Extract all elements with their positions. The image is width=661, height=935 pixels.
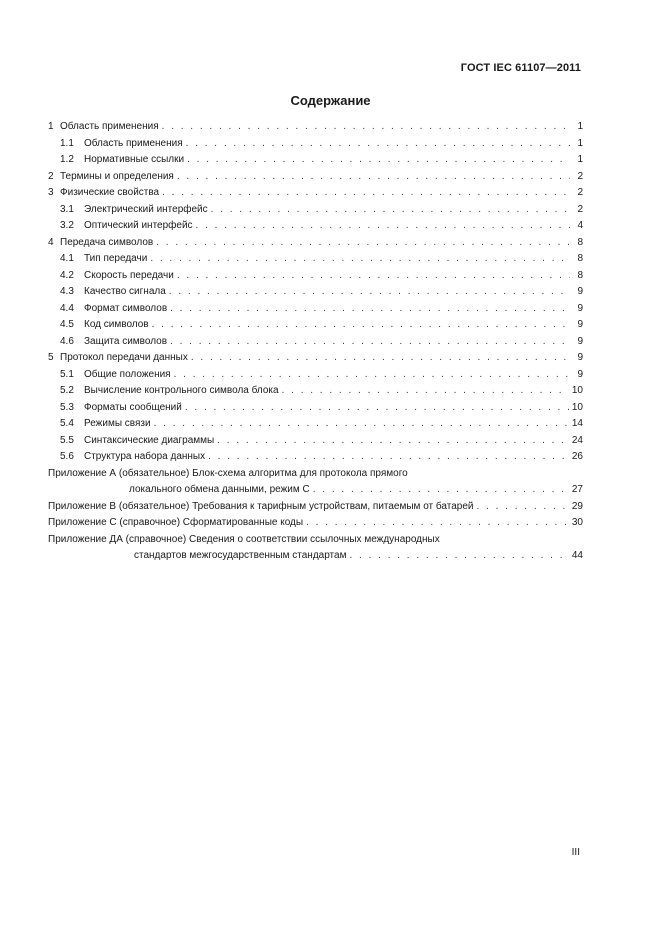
toc-entry-label: Тип передачи bbox=[84, 253, 148, 264]
toc-entry-page: 2 bbox=[577, 203, 583, 215]
toc-entry-label: Синтаксические диаграммы bbox=[84, 434, 215, 446]
toc-entry-page: 9 bbox=[577, 286, 583, 297]
toc-entry-page: 9 bbox=[577, 368, 583, 380]
table-of-contents bbox=[48, 119, 583, 565]
annex-title-line: Приложение А (обязательное) Блок-схема алгоритма для протокола прямого bbox=[48, 467, 408, 479]
annex-page: 44 bbox=[571, 550, 583, 561]
toc-entry-label: Передача символов bbox=[60, 236, 154, 248]
toc-entry[interactable] bbox=[48, 449, 583, 466]
toc-entry-label: Защита символов bbox=[84, 335, 168, 347]
toc-entry-page: 1 bbox=[577, 121, 583, 132]
toc-entry-number: 5 bbox=[48, 352, 54, 363]
dot-leader bbox=[476, 499, 568, 516]
toc-entry-number: 5.4 bbox=[60, 418, 74, 429]
toc-entry[interactable] bbox=[48, 235, 583, 252]
annex-title-line: Приложение С (справочное) Сформатированные коды bbox=[48, 517, 304, 528]
toc-entry-number: 3.2 bbox=[60, 220, 74, 231]
annex-title-line: Приложение ДА (справочное) Сведения о соответствии ссылочных международных bbox=[48, 533, 440, 545]
toc-entry-number: 3 bbox=[48, 187, 54, 198]
annex-page: 29 bbox=[571, 500, 583, 512]
toc-entry-page: 4 bbox=[577, 220, 583, 231]
toc-entry[interactable] bbox=[48, 251, 583, 268]
toc-annex-entry[interactable] bbox=[48, 499, 583, 516]
dot-leader bbox=[349, 548, 568, 565]
dot-leader bbox=[150, 251, 570, 268]
dot-leader bbox=[282, 383, 569, 400]
toc-entry-number: 1.2 bbox=[60, 154, 74, 165]
dot-leader bbox=[211, 202, 570, 219]
toc-entry-label: Скорость передачи bbox=[84, 269, 174, 281]
toc-entry-label: Термины и определения bbox=[60, 170, 174, 182]
toc-entry-page: 8 bbox=[577, 269, 583, 281]
toc-entry-number: 5.6 bbox=[60, 451, 74, 462]
toc-entry[interactable] bbox=[48, 185, 583, 202]
toc-entry[interactable] bbox=[48, 268, 583, 285]
toc-entry-label: Оптический интерфейс bbox=[84, 220, 193, 231]
toc-entry-page: 9 bbox=[577, 302, 583, 314]
annex-page: 27 bbox=[571, 484, 583, 495]
dot-leader bbox=[177, 169, 570, 186]
toc-entry-page: 26 bbox=[571, 451, 583, 462]
toc-entry[interactable] bbox=[48, 136, 583, 153]
dot-leader bbox=[169, 284, 570, 301]
toc-entry-number: 5.5 bbox=[60, 434, 74, 446]
toc-entry[interactable] bbox=[48, 152, 583, 169]
toc-annex-entry[interactable] bbox=[48, 515, 583, 532]
standard-code: ГОСТ IEC 61107—2011 bbox=[460, 62, 581, 74]
toc-entry[interactable] bbox=[48, 284, 583, 301]
toc-entry-label: Протокол передачи данных bbox=[60, 352, 188, 363]
dot-leader bbox=[162, 119, 570, 136]
dot-leader bbox=[170, 301, 570, 318]
toc-entry-page: 24 bbox=[571, 434, 583, 446]
toc-entry-number: 4.6 bbox=[60, 335, 74, 347]
toc-entry[interactable] bbox=[48, 301, 583, 318]
toc-entry-label: Область применения bbox=[84, 137, 183, 149]
toc-entry-number: 4.2 bbox=[60, 269, 74, 281]
dot-leader bbox=[174, 367, 570, 384]
toc-annex-entry[interactable] bbox=[48, 532, 583, 565]
toc-entry-page: 1 bbox=[577, 154, 583, 165]
toc-entry-label: Электрический интерфейс bbox=[84, 203, 208, 215]
toc-entry-number: 4.3 bbox=[60, 286, 74, 297]
toc-annex-entry[interactable] bbox=[48, 466, 583, 499]
toc-entry[interactable] bbox=[48, 317, 583, 334]
dot-leader bbox=[185, 400, 569, 417]
dot-leader bbox=[154, 416, 569, 433]
annex-title-line: Приложение В (обязательное) Требования к тарифным устройствам, питаемым от батарей bbox=[48, 500, 474, 512]
toc-entry[interactable] bbox=[48, 416, 583, 433]
toc-entry[interactable] bbox=[48, 334, 583, 351]
dot-leader bbox=[306, 515, 569, 532]
dot-leader bbox=[162, 185, 570, 202]
toc-entry-page: 14 bbox=[571, 418, 583, 429]
dot-leader bbox=[196, 218, 570, 235]
toc-entry-page: 10 bbox=[571, 385, 583, 396]
dot-leader bbox=[152, 317, 570, 334]
toc-entry[interactable] bbox=[48, 433, 583, 450]
dot-leader bbox=[186, 136, 570, 153]
toc-entry-page: 8 bbox=[577, 236, 583, 248]
toc-entry-number: 4.5 bbox=[60, 319, 74, 330]
toc-entry-page: 10 bbox=[571, 401, 583, 413]
toc-entry-label: Нормативные ссылки bbox=[84, 154, 185, 165]
toc-entry[interactable] bbox=[48, 202, 583, 219]
dot-leader bbox=[177, 268, 570, 285]
page-number: III bbox=[571, 847, 580, 858]
toc-entry-page: 8 bbox=[577, 253, 583, 264]
toc-entry-label: Вычисление контрольного символа блока bbox=[84, 385, 279, 396]
toc-entry-label: Качество сигнала bbox=[84, 286, 166, 297]
toc-entry-page: 9 bbox=[577, 319, 583, 330]
toc-entry-number: 5.2 bbox=[60, 385, 74, 396]
toc-entry-page: 9 bbox=[577, 335, 583, 347]
toc-entry-number: 2 bbox=[48, 170, 54, 182]
toc-entry[interactable] bbox=[48, 367, 583, 384]
toc-entry[interactable] bbox=[48, 119, 583, 136]
toc-title: Содержание bbox=[290, 93, 371, 108]
toc-entry-number: 1 bbox=[48, 121, 54, 132]
toc-entry-number: 3.1 bbox=[60, 203, 74, 215]
toc-entry-label: Код символов bbox=[84, 319, 149, 330]
dot-leader bbox=[313, 482, 569, 499]
toc-entry-page: 9 bbox=[577, 352, 583, 363]
toc-entry-page: 2 bbox=[577, 187, 583, 198]
toc-entry-label: Режимы связи bbox=[84, 418, 151, 429]
annex-page: 30 bbox=[571, 517, 583, 528]
dot-leader bbox=[208, 449, 569, 466]
toc-entry-page: 2 bbox=[577, 170, 583, 182]
toc-entry-page: 1 bbox=[577, 137, 583, 149]
toc-entry-number: 1.1 bbox=[60, 137, 74, 149]
toc-entry-number: 4 bbox=[48, 236, 54, 248]
toc-entry-label: Форматы сообщений bbox=[84, 401, 182, 413]
dot-leader bbox=[156, 235, 570, 252]
toc-entry-number: 5.3 bbox=[60, 401, 74, 413]
dot-leader bbox=[187, 152, 570, 169]
toc-entry-number: 5.1 bbox=[60, 368, 74, 380]
toc-entry-label: Формат символов bbox=[84, 302, 168, 314]
toc-entry[interactable] bbox=[48, 169, 583, 186]
toc-entry[interactable] bbox=[48, 218, 583, 235]
dot-leader bbox=[217, 433, 569, 450]
annex-title-continuation: локального обмена данными, режим С bbox=[129, 484, 310, 495]
toc-entry[interactable] bbox=[48, 400, 583, 417]
toc-entry[interactable] bbox=[48, 383, 583, 400]
toc-entry-label: Структура набора данных bbox=[84, 451, 206, 462]
toc-entry-label: Область применения bbox=[60, 121, 159, 132]
dot-leader bbox=[170, 334, 570, 351]
toc-entry-number: 4.1 bbox=[60, 253, 74, 264]
toc-entry-label: Физические свойства bbox=[60, 187, 160, 198]
dot-leader bbox=[191, 350, 570, 367]
toc-entry-number: 4.4 bbox=[60, 302, 74, 314]
annex-title-continuation: стандартов межгосударственным стандартам bbox=[134, 550, 347, 561]
toc-entry-label: Общие положения bbox=[84, 368, 171, 380]
toc-entry[interactable] bbox=[48, 350, 583, 367]
